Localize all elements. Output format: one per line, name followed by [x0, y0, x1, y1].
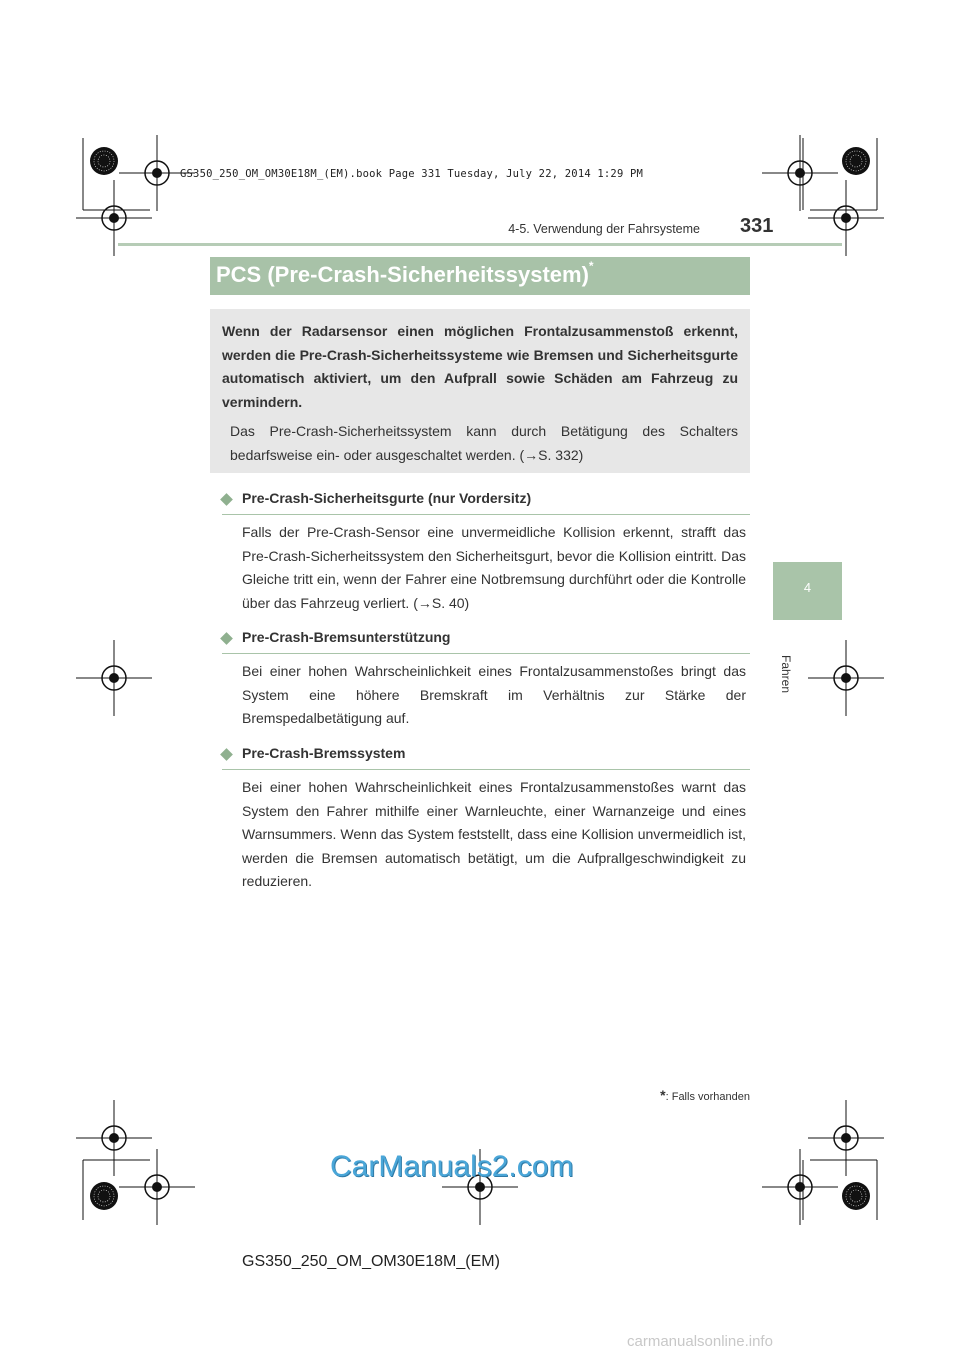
footnote: [560, 1087, 750, 1103]
footnote-text: : Falls vorhanden: [665, 1091, 750, 1103]
asterisk-mark: *: [588, 259, 594, 273]
document-code: GS350_250_OM_OM30E18M_(EM): [242, 1253, 500, 1270]
title-bar: [210, 257, 750, 295]
page-title: [216, 259, 594, 288]
intro-main-text: Wenn der Radarsensor einen möglichen Frontalzusammenstoß erkennt, werden die Pre-Crash-Sicherheitssysteme wie Bremsen und Sicherheitsgurte automatisch aktiviert, um den Aufprall sowie Schäden am Fahrzeug zu vermindern.: [222, 323, 738, 410]
footer-site-link[interactable]: carmanualsonline.info: [627, 1333, 773, 1350]
chapter-number: 4: [803, 580, 812, 595]
section-title: Pre-Crash-Bremsunterstützung: [242, 629, 451, 645]
chapter-label: Fahren: [779, 655, 793, 694]
section-title: Pre-Crash-Bremssystem: [242, 745, 406, 761]
section-heading: [222, 490, 750, 515]
section-heading: [222, 629, 750, 654]
header-divider: [118, 243, 842, 246]
section-body: Bei einer hohen Wahrscheinlichkeit eines Frontalzusammenstoßes warnt das System den Fahrer mithilfe einer Warnleuchte, einer Warnanzeige und eines Warnsummers. Wenn das System feststellt, dass eine Kollision unvermeidlich ist, werden die Bremsen automatisch betätigt, um die Aufprallgeschwindigkeit zu reduzieren.: [242, 779, 746, 889]
diamond-bullet-icon: [220, 632, 233, 645]
section-label: 4-5. Verwendung der Fahrsysteme: [508, 222, 700, 236]
section-body: Falls der Pre-Crash-Sensor eine unvermeidliche Kollision erkennt, strafft das Pre-Crash-Sicherheitssystem den Sicherheitsgurt, bevor die Kollision eintritt. Das Gleiche tritt ein, wenn der Fahrer eine Notbremsung durchführt oder die Kontrolle über das Fahrzeug verliert. (→S. 40): [242, 524, 746, 611]
page-title-text: PCS (Pre-Crash-Sicherheitssystem): [216, 262, 589, 287]
section-title: Pre-Crash-Sicherheitsgurte (nur Vordersitz): [242, 490, 532, 506]
section-body: Bei einer hohen Wahrscheinlichkeit eines Frontalzusammenstoßes bringt das System eine höhere Bremskraft im Verhältnis zur Stärke der Bremspedalbetätigung auf.: [242, 663, 746, 726]
intro-box: [210, 309, 750, 473]
print-info-line: GS350_250_OM_OM30E18M_(EM).book Page 331 Tuesday, July 22, 2014 1:29 PM: [180, 168, 644, 180]
intro-sub-text: Das Pre-Crash-Sicherheitssystem kann durch Betätigung des Schalters bedarfsweise ein- oder ausgeschaltet werden. (→S. 332): [230, 423, 738, 463]
watermark-link[interactable]: CarManuals2.com: [330, 1150, 574, 1183]
section-heading: [222, 745, 750, 770]
diamond-bullet-icon: [220, 493, 233, 506]
page-number: 331: [740, 215, 774, 237]
footnote-asterisk: *: [660, 1087, 666, 1103]
chapter-tab: [773, 562, 842, 620]
diamond-bullet-icon: [220, 748, 233, 761]
